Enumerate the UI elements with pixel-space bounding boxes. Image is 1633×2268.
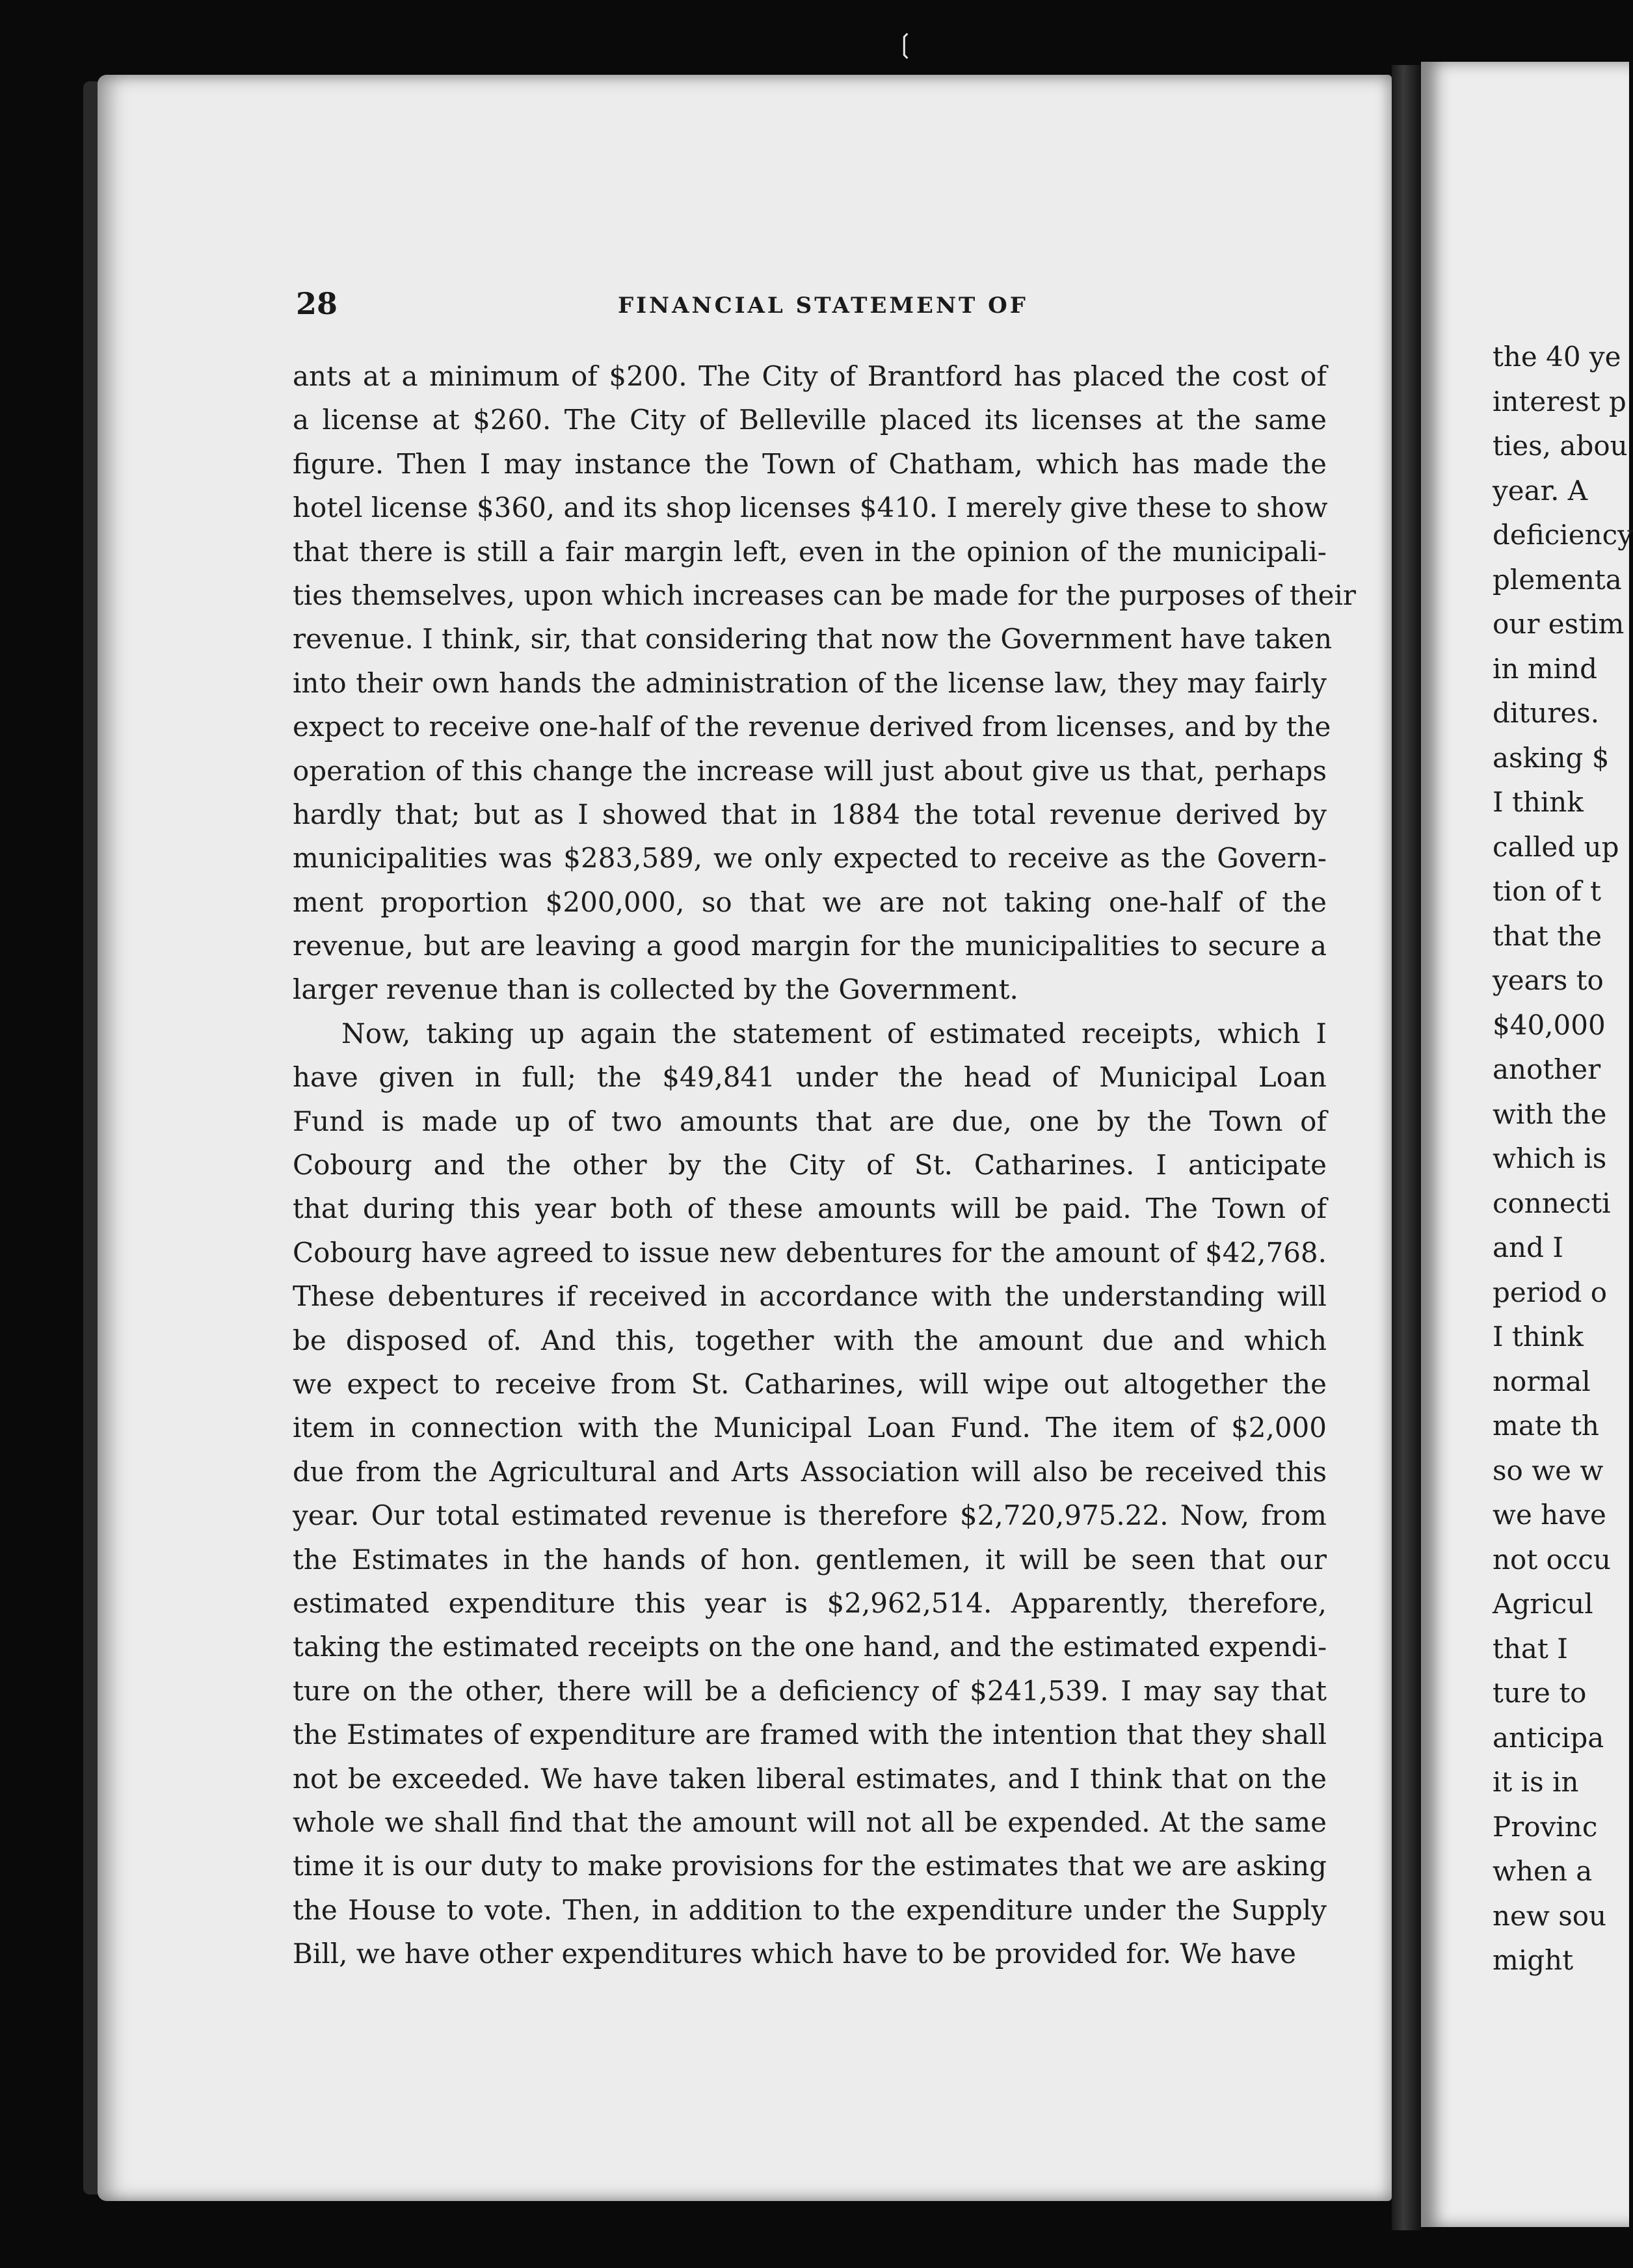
- right-page-line: anticipa: [1493, 1721, 1604, 1754]
- right-page-line: that the: [1493, 919, 1602, 952]
- text-line: the Estimates in the hands of hon. gentlemen, it will be seen that our: [293, 1543, 1327, 1576]
- right-page-line: $40,000: [1493, 1009, 1606, 1041]
- text-line: ants at a minimum of $200. The City of Brantford has placed the cost of: [293, 360, 1327, 392]
- right-page-line: when a: [1493, 1855, 1593, 1887]
- text-line: hardly that; but as I showed that in 1884 the total revenue derived by: [293, 798, 1327, 830]
- right-page-line: normal: [1493, 1365, 1591, 1397]
- text-line: time it is our duty to make provisions for the estimates that we are asking: [293, 1850, 1327, 1882]
- text-line: the House to vote. Then, in addition to the expenditure under the Supply: [293, 1893, 1327, 1926]
- text-line: whole we shall find that the amount will not all be expended. At the same: [293, 1806, 1327, 1838]
- right-page-line: in mind: [1493, 652, 1598, 685]
- right-page-text: [1493, 335, 1633, 1983]
- right-page-line: ture to: [1493, 1677, 1587, 1709]
- page-header: [296, 286, 1323, 325]
- right-page-line: our estim: [1493, 608, 1625, 640]
- right-page-line: another: [1493, 1053, 1601, 1085]
- right-page-line: mate th: [1493, 1410, 1599, 1442]
- right-page-line: might: [1493, 1944, 1574, 1976]
- text-line: have given in full; the $49,841 under the head of Municipal Loan: [293, 1061, 1327, 1094]
- right-page-line: ties, abou: [1493, 430, 1628, 462]
- text-line: hotel license $360, and its shop licenses $410. I merely give these to show: [293, 492, 1328, 524]
- book-gutter: [1392, 65, 1421, 2230]
- text-line: Now, taking up again the statement of estimated receipts, which I: [341, 1017, 1327, 1049]
- scan-mark-top: ❲: [894, 29, 916, 59]
- text-line: Cobourg have agreed to issue new debentures for the amount of $42,768.: [293, 1236, 1327, 1269]
- right-page-line: it is in: [1493, 1766, 1579, 1798]
- text-line: taking the estimated receipts on the one hand, and the estimated expendi-: [293, 1631, 1327, 1663]
- text-line: not be exceeded. We have taken liberal estimates, and I think that on the: [293, 1762, 1327, 1795]
- right-page-line: called up: [1493, 830, 1619, 863]
- right-page-line: interest p: [1493, 385, 1626, 417]
- text-line: be disposed of. And this, together with the amount due and which: [293, 1324, 1327, 1356]
- text-line: municipalities was $283,589, we only expected to receive as the Govern-: [293, 842, 1327, 875]
- text-line: operation of this change the increase will just about give us that, perhaps: [293, 754, 1327, 787]
- right-page-line: year. A: [1493, 474, 1588, 507]
- page-number: 28: [296, 286, 338, 321]
- text-line: that during this year both of these amounts will be paid. The Town of: [293, 1193, 1327, 1225]
- right-page-line: Provinc: [1493, 1810, 1598, 1843]
- body-text: [293, 354, 1357, 1975]
- text-line: we expect to receive from St. Catharines, will wipe out altogether the: [293, 1367, 1327, 1400]
- text-line: due from the Agricultural and Arts Association will also be received this: [293, 1455, 1327, 1488]
- text-line: revenue, but are leaving a good margin for the municipalities to secure a: [293, 930, 1327, 962]
- text-line: into their own hands the administration of the license law, they may fairly: [293, 666, 1327, 699]
- right-page-line: deficiency: [1493, 519, 1633, 551]
- text-line: These debentures if received in accordance with the understanding will: [293, 1280, 1327, 1313]
- right-page-line: tion of t: [1493, 875, 1602, 907]
- text-line: ties themselves, upon which increases can be made for the purposes of their: [293, 579, 1357, 611]
- right-page-line: and I: [1493, 1232, 1563, 1263]
- text-line: expect to receive one-half of the revenue derived from licenses, and by the: [293, 711, 1331, 743]
- text-line: figure. Then I may instance the Town of Chatham, which has made the: [293, 447, 1327, 480]
- text-line: ture on the other, there will be a deficiency of $241,539. I may say that: [293, 1674, 1327, 1707]
- text-line: ment proportion $200,000, so that we are not taking one-half of the: [293, 886, 1327, 918]
- text-line: estimated expenditure this year is $2,962,514. Apparently, therefore,: [293, 1587, 1327, 1619]
- text-line: item in connection with the Municipal Loan Fund. The item of $2,000: [293, 1412, 1327, 1444]
- right-page-line: years to: [1493, 964, 1604, 996]
- right-page-line: with the: [1493, 1098, 1607, 1130]
- right-page-line: I think: [1493, 786, 1584, 818]
- running-head: FINANCIAL STATEMENT OF: [618, 293, 1028, 319]
- text-line: larger revenue than is collected by the Government.: [293, 973, 1018, 1006]
- text-line: that there is still a fair margin left, even in the opinion of the municipali-: [293, 535, 1327, 568]
- right-page-line: not occu: [1493, 1543, 1611, 1576]
- right-page-line: new sou: [1493, 1899, 1607, 1932]
- text-line: revenue. I think, sir, that considering that now the Government have taken: [293, 623, 1333, 655]
- text-line: year. Our total estimated revenue is therefore $2,720,975.22. Now, from: [293, 1499, 1327, 1532]
- right-page-line: we have: [1493, 1499, 1606, 1531]
- text-line: a license at $260. The City of Belleville placed its licenses at the same: [293, 404, 1327, 436]
- right-page-line: the 40 ye: [1493, 341, 1621, 373]
- right-page-line: ditures.: [1493, 697, 1600, 729]
- right-page-line: that I: [1493, 1632, 1568, 1665]
- text-line: the Estimates of expenditure are framed with the intention that they shall: [293, 1719, 1327, 1751]
- right-page-line: Agricul: [1493, 1588, 1593, 1620]
- right-page-line: period o: [1493, 1276, 1608, 1308]
- right-page-line: so we w: [1493, 1454, 1604, 1486]
- right-page-line: I think: [1493, 1321, 1584, 1352]
- right-page-line: which is: [1493, 1142, 1607, 1174]
- text-line: Bill, we have other expenditures which have to be provided for. We have: [293, 1938, 1296, 1970]
- text-line: Fund is made up of two amounts that are due, one by the Town of: [293, 1105, 1327, 1137]
- right-page-line: asking $: [1493, 741, 1610, 774]
- text-line: Cobourg and the other by the City of St. Catharines. I anticipate: [293, 1149, 1327, 1181]
- right-page-line: connecti: [1493, 1187, 1611, 1219]
- right-page-line: plementa: [1493, 563, 1622, 596]
